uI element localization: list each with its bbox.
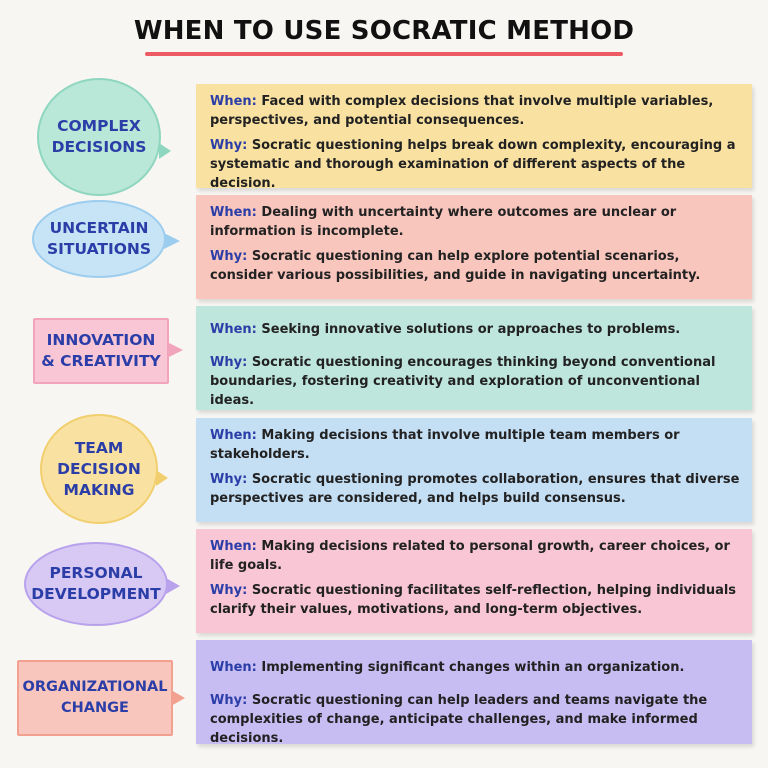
label-bubble (24, 542, 168, 626)
when-key: When: (210, 205, 257, 220)
when-key: When: (210, 428, 257, 443)
info-card (196, 195, 752, 299)
why-paragraph (210, 581, 742, 619)
when-key: When: (210, 660, 257, 675)
when-key: When: (210, 539, 257, 554)
row-label: COMPLEX DECISIONS (51, 117, 147, 156)
when-key: When: (210, 322, 257, 337)
row-label: ORGANIZATIONAL CHANGE (22, 679, 168, 716)
why-text: Socratic questioning helps break down complexity, encouraging a systematic and thorough examination of different aspects of the decision. (210, 138, 736, 191)
row-label: PERSONAL DEVELOPMENT (31, 564, 161, 603)
why-text: Socratic questioning facilitates self-reflection, helping individuals clarify their values, motivations, and long-term objectives. (210, 583, 737, 617)
bubble-tail (171, 690, 185, 706)
when-paragraph (210, 92, 742, 130)
info-card (196, 640, 752, 744)
why-paragraph (210, 136, 742, 193)
why-text: Socratic questioning can help leaders and teams navigate the complexities of change, anticipate challenges, and make informed decisions. (210, 693, 708, 746)
page-title: WHEN TO USE SOCRATIC METHOD (133, 16, 635, 46)
why-text: Socratic questioning encourages thinking beyond conventional boundaries, fostering creativity and exploration of unconventional ideas. (210, 355, 716, 408)
why-key: Why: (210, 355, 248, 370)
when-text: Faced with complex decisions that involve multiple variables, perspectives, and potential consequences. (210, 94, 714, 128)
info-card (196, 529, 752, 633)
info-card (196, 306, 752, 410)
row-label: INNOVATION & CREATIVITY (41, 331, 161, 370)
why-paragraph (210, 353, 742, 410)
when-text: Implementing significant changes within an organization. (261, 660, 685, 675)
when-text: Making decisions related to personal growth, career choices, or life goals. (210, 539, 730, 573)
when-paragraph (210, 426, 742, 464)
info-card (196, 418, 752, 522)
title-underline (145, 52, 623, 56)
label-bubble (32, 200, 166, 278)
info-card (196, 84, 752, 191)
when-paragraph (210, 203, 742, 241)
row-label: TEAM DECISION MAKING (57, 438, 141, 499)
why-text: Socratic questioning can help explore potential scenarios, consider various possibilities, and guide in navigating uncertainty. (210, 249, 701, 283)
when-text: Seeking innovative solutions or approaches to problems. (261, 322, 681, 337)
when-text: Dealing with uncertainty where outcomes are unclear or information is incomplete. (210, 205, 677, 239)
bubble-tail (156, 470, 168, 486)
why-paragraph (210, 470, 742, 508)
why-key: Why: (210, 693, 248, 708)
label-bubble (40, 414, 158, 524)
when-paragraph (210, 320, 742, 339)
label-bubble (37, 78, 161, 196)
why-text: Socratic questioning promotes collaboration, ensures that diverse perspectives are considered, and helps build consensus. (210, 472, 740, 506)
why-key: Why: (210, 249, 248, 264)
bubble-tail (167, 342, 183, 358)
bubble-tail (164, 233, 180, 249)
why-key: Why: (210, 138, 248, 153)
why-key: Why: (210, 472, 248, 487)
why-paragraph (210, 691, 742, 748)
label-bubble (17, 660, 173, 736)
bubble-tail (159, 143, 171, 159)
label-bubble (33, 318, 169, 384)
when-paragraph (210, 658, 742, 677)
why-key: Why: (210, 583, 248, 598)
when-key: When: (210, 94, 257, 109)
when-paragraph (210, 537, 742, 575)
bubble-tail (166, 578, 180, 594)
when-text: Making decisions that involve multiple team members or stakeholders. (210, 428, 680, 462)
row-label: UNCERTAIN SITUATIONS (46, 219, 152, 258)
why-paragraph (210, 247, 742, 285)
